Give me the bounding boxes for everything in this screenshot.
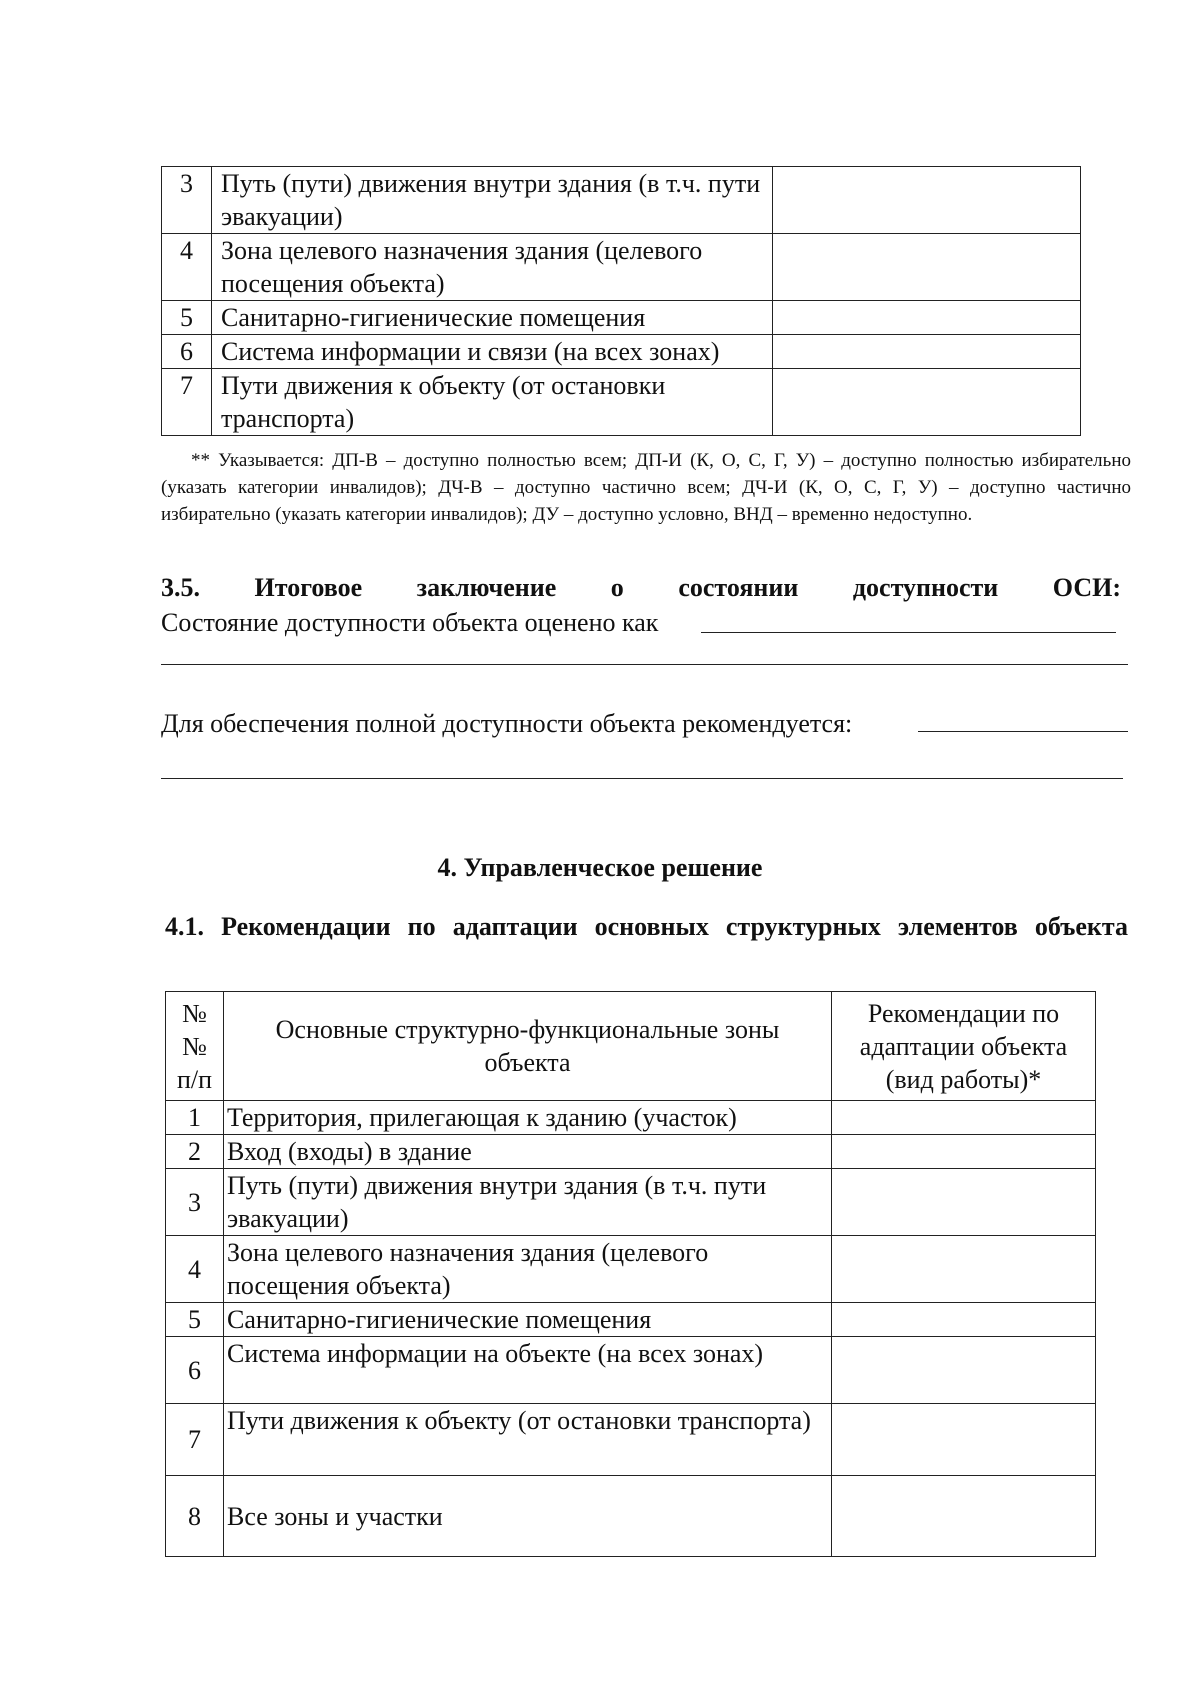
row-number: 3 <box>166 1169 224 1236</box>
zone-name: Система информации и связи (на всех зонах) <box>212 335 773 369</box>
row-number: 6 <box>162 335 212 369</box>
recommendation-cell <box>832 1135 1096 1169</box>
row-number: 5 <box>162 301 212 335</box>
table-row <box>162 234 1081 301</box>
status-cell <box>773 167 1081 234</box>
state-label: Состояние доступности объекта оценено как <box>161 608 659 637</box>
recommendation-cell <box>832 1101 1096 1135</box>
zone-name: Территория, прилегающая к зданию (участок) <box>224 1101 832 1135</box>
table-row <box>166 1135 1096 1169</box>
accessibility-status-table <box>161 166 1081 436</box>
status-cell <box>773 369 1081 436</box>
zone-name: Санитарно-гигиенические помещения <box>224 1303 832 1337</box>
row-number: 8 <box>166 1476 224 1557</box>
table-row <box>166 1169 1096 1236</box>
row-number: 2 <box>166 1135 224 1169</box>
header-number: № № п/п <box>166 992 224 1101</box>
zone-name: Путь (пути) движения внутри здания (в т.ч. пути эвакуации) <box>212 167 773 234</box>
zone-name: Зона целевого назначения здания (целевого посещения объекта) <box>224 1236 832 1303</box>
zone-name: Пути движения к объекту (от остановки транспорта) <box>224 1404 832 1476</box>
recommendation-cell <box>832 1169 1096 1236</box>
zone-name: Пути движения к объекту (от остановки транспорта) <box>212 369 773 436</box>
recommendation-cell <box>832 1337 1096 1404</box>
table-row <box>162 335 1081 369</box>
recommend-label: Для обеспечения полной доступности объекта рекомендуется: <box>161 709 853 738</box>
status-cell <box>773 301 1081 335</box>
table-row <box>166 1476 1096 1557</box>
header-zones: Основные структурно-функциональные зоны объекта <box>224 992 832 1101</box>
table-row <box>166 1337 1096 1404</box>
section-3-5-heading: 3.5. Итоговое заключение о состоянии доступности ОСИ: <box>161 573 1121 602</box>
recommend-answer-line-2[interactable] <box>161 778 1123 779</box>
table-row <box>166 1236 1096 1303</box>
table-row <box>162 369 1081 436</box>
status-cell <box>773 234 1081 301</box>
row-number: 1 <box>166 1101 224 1135</box>
table-row <box>166 1101 1096 1135</box>
zone-name: Вход (входы) в здание <box>224 1135 832 1169</box>
row-number: 6 <box>166 1337 224 1404</box>
zone-name: Система информации на объекте (на всех зонах) <box>224 1337 832 1404</box>
table-row <box>166 1303 1096 1337</box>
row-number: 3 <box>162 167 212 234</box>
zone-name: Зона целевого назначения здания (целевого посещения объекта) <box>212 234 773 301</box>
zone-name: Санитарно-гигиенические помещения <box>212 301 773 335</box>
state-answer-line[interactable] <box>701 632 1116 633</box>
recommend-answer-line[interactable] <box>918 731 1128 732</box>
state-answer-line-2[interactable] <box>161 664 1128 665</box>
row-number: 7 <box>162 369 212 436</box>
table-row <box>166 1404 1096 1476</box>
row-number: 5 <box>166 1303 224 1337</box>
zone-name: Все зоны и участки <box>224 1476 832 1557</box>
row-number: 4 <box>162 234 212 301</box>
row-number: 4 <box>166 1236 224 1303</box>
table-row <box>162 167 1081 234</box>
zone-name: Путь (пути) движения внутри здания (в т.ч. пути эвакуации) <box>224 1169 832 1236</box>
header-recommendations: Рекомендации по адаптации объекта (вид работы)* <box>832 992 1096 1101</box>
table-row <box>162 301 1081 335</box>
recommendation-cell <box>832 1303 1096 1337</box>
section-4-heading: 4. Управленческое решение <box>437 853 763 882</box>
status-cell <box>773 335 1081 369</box>
table-header-row <box>166 992 1096 1101</box>
section-4-1-heading: 4.1. Рекомендации по адаптации основных структурных элементов объекта <box>165 912 1128 941</box>
recommendation-cell <box>832 1404 1096 1476</box>
row-number: 7 <box>166 1404 224 1476</box>
recommendation-cell <box>832 1236 1096 1303</box>
adaptation-recommendations-table <box>165 991 1096 1557</box>
footnote: ** Указывается: ДП-В – доступно полностью всем; ДП-И (К, О, С, Г, У) – доступно полностью избирательно (указать категории инвалидов); ДЧ-В – доступно частично всем; ДЧ-И (К, О, С, Г, У) – доступно частично избирательно (указать категории инвалидов); ДУ – доступно условно, ВНД – временно недоступно. <box>161 450 1131 525</box>
recommendation-cell <box>832 1476 1096 1557</box>
